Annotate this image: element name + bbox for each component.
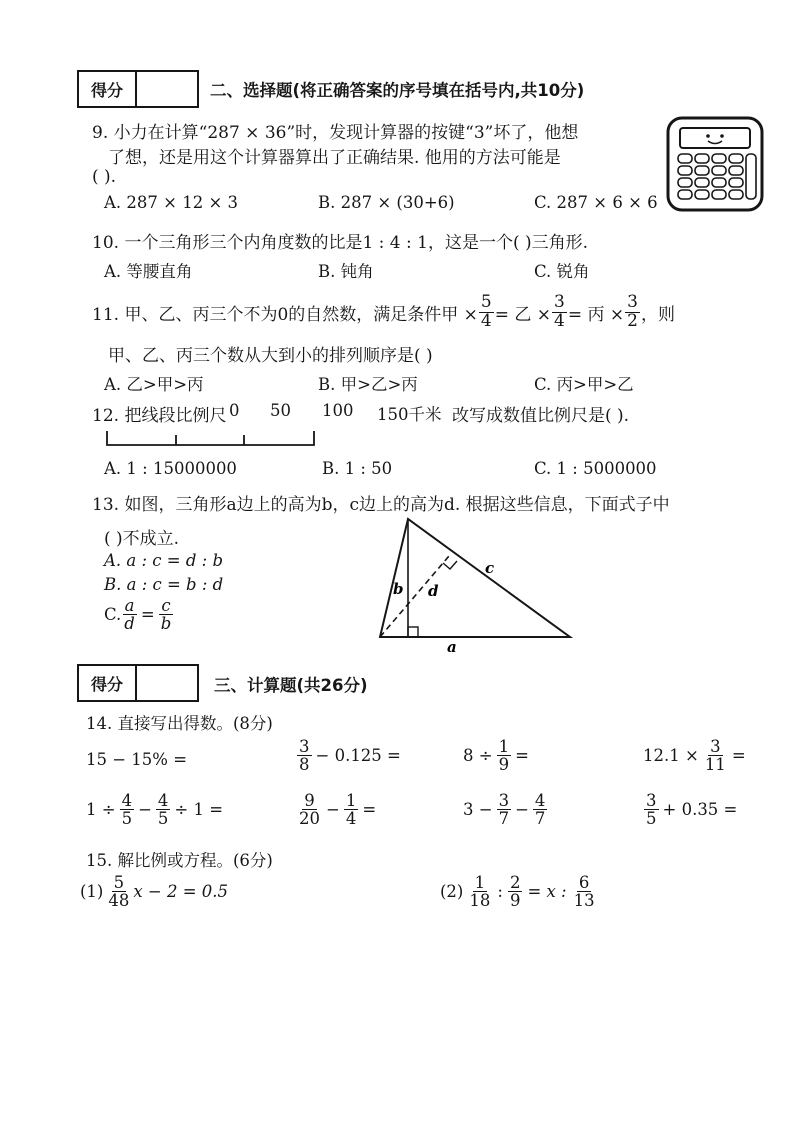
- q14-e6-fraction-2: [344, 792, 359, 828]
- q14-e5-den1: 5: [121, 809, 133, 829]
- fig-label-c: c: [485, 559, 495, 577]
- q11-f3-num: 3: [627, 292, 638, 312]
- fig-label-b: b: [393, 580, 404, 598]
- q13-stem: 13. 如图，三角形a边上的高为b，c边上的高为d. 根据这些信息，下面式子中: [92, 495, 670, 515]
- q10-option-c[interactable]: C. 锐角: [534, 262, 590, 281]
- q12-option-a[interactable]: A. 1 : 15000000: [104, 459, 237, 478]
- q15-p2-den1: 18: [469, 891, 491, 911]
- q12-scale-tick-100: 100: [322, 401, 354, 420]
- q13-c-f1-den: d: [124, 614, 135, 634]
- q12-stem-post[interactable]: 改写成数值比例尺是( ).: [452, 406, 630, 426]
- q9-line1: 9. 小力在计算“287 × 36”时，发现计算器的按键“3”坏了，他想: [92, 123, 579, 143]
- q14-e6-fraction-1: [297, 792, 322, 828]
- q14-e5-mid: −: [138, 800, 152, 820]
- q13-option-c-label: C.: [104, 605, 122, 625]
- q14-e3-num: 1: [498, 737, 510, 756]
- score-label: 得分: [79, 666, 137, 700]
- q13-c-fraction-2: [159, 597, 174, 633]
- q13-c-f1-num: a: [124, 596, 135, 615]
- q13-triangle-figure: [372, 514, 578, 654]
- score-box-section2: [77, 70, 199, 108]
- q11-fraction-2: [552, 294, 567, 331]
- q14-e3-fraction: [497, 738, 512, 774]
- score-box-section3: [77, 664, 199, 702]
- q14-e2-num: 3: [299, 737, 310, 756]
- q15-p2-label: (2): [440, 882, 464, 902]
- q14-e6-den1: 20: [299, 809, 320, 829]
- section3-title: 三、计算题(共26分): [214, 676, 368, 695]
- q15-p1-num: 5: [113, 873, 125, 892]
- q13-c-fraction-1: [122, 597, 137, 633]
- q15-p2-num1: 1: [474, 873, 486, 892]
- q11-f1-num: 5: [480, 292, 492, 312]
- q9-option-b[interactable]: B. 287 × (30+6): [318, 193, 455, 212]
- q14-e7-num1: 3: [498, 791, 510, 810]
- q14-e8-fraction: [644, 792, 659, 828]
- q14-e5-tail: ÷ 1 =: [174, 800, 224, 820]
- q12-scale-tick-50: 50: [270, 401, 291, 420]
- q14-e8-num: 3: [646, 791, 657, 810]
- q14-e6-tail: =: [362, 800, 377, 820]
- q10-stem: 10. 一个三角形三个内角度数的比是1 : 4 : 1，这是一个( )三角形.: [92, 233, 589, 253]
- q14-e4-den: 11: [704, 755, 726, 775]
- q11-f2-den: 4: [554, 310, 565, 331]
- q14-e6-num1: 9: [304, 791, 315, 810]
- q14-e4-pre: 12.1 ×: [643, 746, 699, 766]
- q14-e3-den: 9: [498, 755, 510, 775]
- q14-e3-tail: =: [515, 746, 529, 766]
- q11-f3-den: 2: [627, 310, 638, 331]
- q14-e5-pre: 1 ÷: [86, 800, 116, 820]
- q15-stem: 15. 解比例或方程。(6分): [86, 851, 273, 870]
- q14-expr-5[interactable]: [86, 792, 223, 828]
- q12-option-b[interactable]: B. 1 : 50: [322, 459, 393, 478]
- q12-stem-pre: 12. 把线段比例尺: [92, 406, 227, 426]
- q11-option-a[interactable]: A. 乙>甲>丙: [104, 375, 204, 394]
- score-cell[interactable]: [137, 72, 197, 106]
- q15-p1-den: 48: [108, 891, 130, 911]
- q14-expr-1[interactable]: 15 − 15% =: [86, 750, 188, 769]
- q14-e2-den: 8: [299, 755, 310, 775]
- q11-mid1: = 乙 ×: [494, 304, 552, 325]
- q15-p2-den2: 9: [509, 891, 521, 911]
- q12-line-scale: [104, 428, 318, 450]
- q15-p2-num3: 6: [578, 873, 590, 892]
- score-cell[interactable]: [137, 666, 197, 700]
- q14-expr-7[interactable]: [463, 792, 548, 828]
- q14-e6-num2: 1: [345, 791, 357, 810]
- q11-option-b[interactable]: B. 甲>乙>丙: [318, 375, 418, 394]
- q9-option-c[interactable]: C. 287 × 6 × 6: [534, 193, 658, 212]
- q15-p2-den3: 13: [573, 891, 595, 911]
- q15-problem-2[interactable]: [440, 874, 598, 910]
- score-label: 得分: [79, 72, 137, 106]
- q11-tail: ，则: [640, 304, 675, 325]
- calculator-icon: [664, 114, 766, 214]
- q12-scale-tick-150: 150千米: [377, 405, 442, 424]
- q11-f2-num: 3: [554, 292, 565, 312]
- q15-p2-fraction-2: [508, 874, 523, 910]
- q14-e4-tail: =: [731, 746, 746, 766]
- q14-e5-fraction-1: [120, 792, 135, 828]
- q14-expr-6[interactable]: [296, 792, 376, 828]
- q15-p1-fraction: [106, 874, 131, 910]
- q14-e4-fraction: [703, 738, 728, 774]
- q14-e3-pre: 8 ÷: [463, 746, 493, 766]
- q13-answer-blank[interactable]: ( )不成立.: [104, 529, 180, 549]
- q11-stem-pre: 11. 甲、乙、丙三个不为0的自然数，满足条件甲 ×: [92, 304, 478, 325]
- q15-p1-tail: x − 2 = 0.5: [133, 882, 229, 902]
- q9-line2: 了想，还是用这个计算器算出了正确结果. 他用的方法可能是: [108, 148, 561, 168]
- q12-option-c[interactable]: C. 1 : 5000000: [534, 459, 657, 478]
- q10-option-b[interactable]: B. 钝角: [318, 262, 374, 281]
- q15-p2-fraction-3: [572, 874, 597, 910]
- q15-p1-label: (1): [80, 882, 104, 902]
- q9-option-a[interactable]: A. 287 × 12 × 3: [104, 193, 239, 212]
- q11-f1-den: 4: [480, 310, 492, 331]
- q14-e7-fraction-2: [533, 792, 548, 828]
- fig-label-a: a: [447, 638, 457, 654]
- q14-e2-fraction: [297, 738, 312, 774]
- q14-expr-4[interactable]: [643, 738, 746, 774]
- q14-e7-num2: 4: [534, 791, 546, 810]
- q13-option-b[interactable]: B. a : c = b : d: [104, 575, 224, 594]
- q14-expr-8[interactable]: [643, 792, 737, 828]
- q14-expr-2[interactable]: [296, 738, 401, 774]
- q15-problem-1[interactable]: [80, 874, 228, 910]
- q11-line2[interactable]: 甲、乙、丙三个数从大到小的排列顺序是( ): [108, 346, 433, 366]
- q13-option-c[interactable]: [104, 597, 174, 633]
- q14-expr-3[interactable]: [463, 738, 529, 774]
- q13-c-f2-num: c: [161, 596, 171, 615]
- q14-e7-mid: −: [515, 800, 529, 820]
- q10-option-a[interactable]: A. 等腰直角: [104, 262, 193, 281]
- q11-fraction-1: [479, 294, 494, 331]
- q14-e5-num1: 4: [121, 791, 133, 810]
- q11-stem: [92, 294, 675, 331]
- q12-scale-tick-0: 0: [229, 401, 240, 420]
- q14-e4-num: 3: [710, 737, 721, 756]
- q13-c-equals: =: [140, 605, 155, 625]
- q14-e8-tail: + 0.35 =: [662, 800, 738, 820]
- q13-option-a[interactable]: A. a : c = d : b: [104, 551, 224, 570]
- q14-e5-den2: 5: [157, 809, 169, 829]
- q14-e5-num2: 4: [157, 791, 169, 810]
- q11-fraction-3: [625, 294, 640, 331]
- q11-option-c[interactable]: C. 丙>甲>乙: [534, 375, 634, 394]
- q14-e2-tail: − 0.125 =: [315, 746, 401, 766]
- q9-answer-blank[interactable]: ( ).: [92, 167, 117, 187]
- q14-e5-fraction-2: [156, 792, 171, 828]
- q14-e7-den2: 7: [534, 809, 546, 829]
- q14-e8-den: 5: [646, 809, 657, 829]
- q14-e6-den2: 4: [345, 809, 357, 829]
- q14-e7-fraction-1: [497, 792, 512, 828]
- q14-e6-mid: −: [326, 800, 340, 820]
- q14-stem: 14. 直接写出得数。(8分): [86, 714, 273, 733]
- q13-c-f2-den: b: [160, 614, 172, 634]
- section2-title: 二、选择题(将正确答案的序号填在括号内,共10分): [210, 81, 585, 100]
- q15-p2-colon: :: [497, 882, 503, 902]
- q14-e7-pre: 3 −: [463, 800, 493, 820]
- fig-label-d: d: [428, 582, 439, 600]
- q15-p2-fraction-1: [467, 874, 492, 910]
- q15-p2-mid: = x :: [527, 882, 567, 902]
- q11-mid2: = 丙 ×: [567, 304, 625, 325]
- q15-p2-num2: 2: [509, 873, 521, 892]
- q14-e7-den1: 7: [498, 809, 510, 829]
